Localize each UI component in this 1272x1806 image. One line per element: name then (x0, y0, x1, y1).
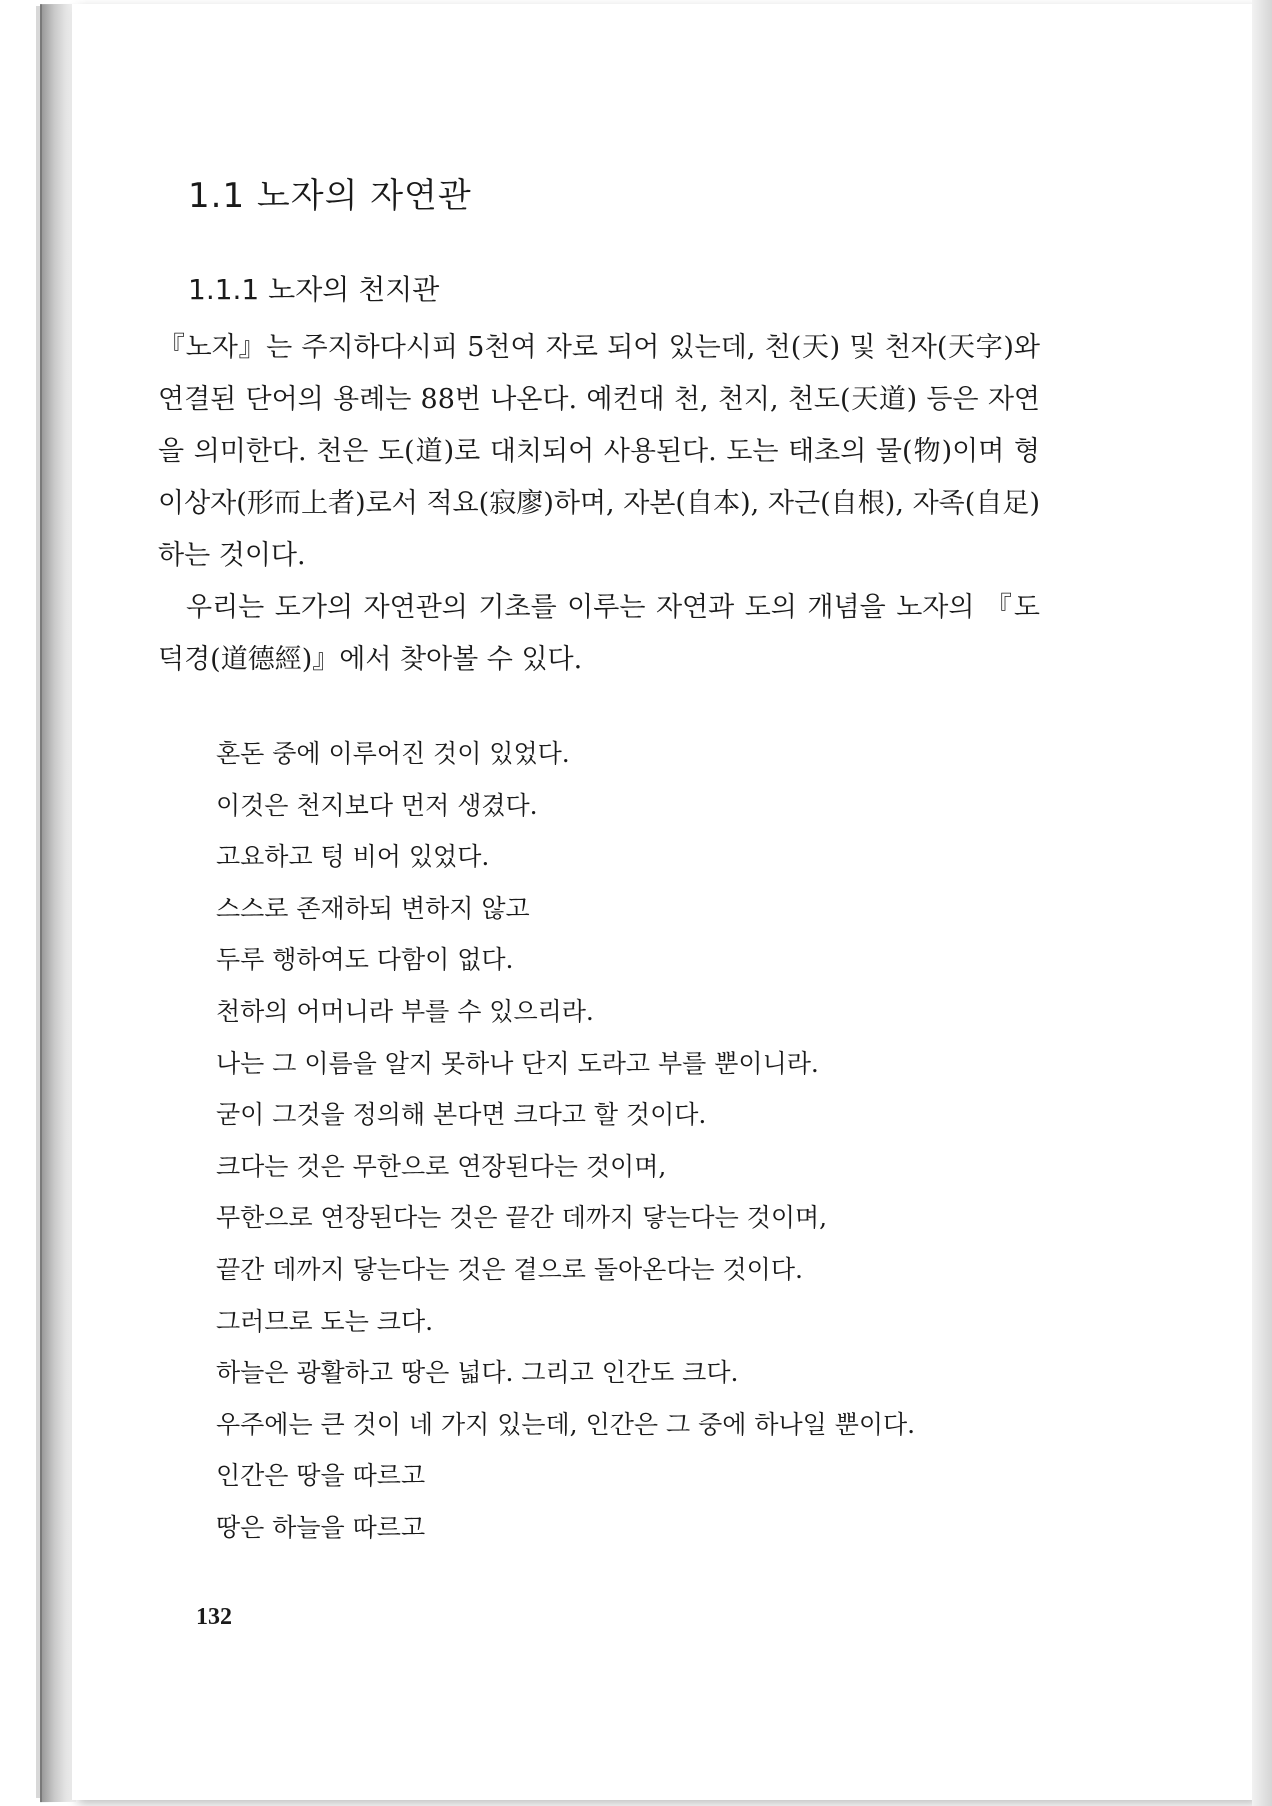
right-margin (1252, 0, 1272, 1806)
quote-line: 우주에는 큰 것이 네 가지 있는데, 인간은 그 중에 하나일 뿐이다. (216, 1409, 916, 1439)
quote-line: 천하의 어머니라 부를 수 있으리라. (216, 996, 594, 1026)
quote-line: 혼돈 중에 이루어진 것이 있었다. (216, 739, 570, 768)
quote-line: 그러므로 도는 크다. (216, 1306, 434, 1336)
quote-line: 끝간 데까지 닿는다는 것은 곁으로 돌아온다는 것이다. (216, 1254, 803, 1284)
body-text (158, 322, 1040, 686)
paragraph: 『노자』는 주지하다시피 5천여 자로 되어 있는데, 천(天) 및 천자(天字)와 연결된 단어의 용례는 88번 나온다. 예컨대 천, 천지, 천도(天道) 등은 자연을 의미한다. 천은 도(道)로 대치되어 사용된다. 도는 태초의 물(物)이며 형이상자(形而上者)로서 적요(寂廖)하며, 자본(自本), 자근(自根), 자족(自足)하는 것이다. (158, 332, 1040, 571)
quote-line: 하늘은 광활하고 땅은 넓다. 그리고 인간도 크다. (216, 1358, 739, 1388)
paragraph: 우리는 도가의 자연관의 기초를 이루는 자연과 도의 개념을 노자의 『도덕경(道德經)』에서 찾아볼 수 있다. (158, 592, 1040, 675)
quote-line: 두루 행하여도 다함이 없다. (216, 945, 514, 975)
quote-line: 무한으로 연장된다는 것은 끝간 데까지 닿는다는 것이며, (216, 1203, 828, 1233)
quote-line: 나는 그 이름을 알지 못하나 단지 도라고 부를 뿐이니라. (216, 1048, 819, 1078)
quote-line: 이것은 천지보다 먼저 생겼다. (216, 790, 538, 820)
quote-line: 굳이 그것을 정의해 본다면 크다고 할 것이다. (216, 1100, 707, 1130)
quote-line: 고요하고 텅 비어 있었다. (216, 842, 490, 872)
subsection-title: 1.1.1 노자의 천지관 (188, 273, 440, 306)
quote-line: 크다는 것은 무한으로 연장된다는 것이며, (216, 1151, 667, 1181)
quote-line: 스스로 존재하되 변하지 않고 (216, 893, 530, 923)
quotation-block (216, 728, 915, 1554)
page-number: 132 (196, 1604, 232, 1630)
quote-line: 땅은 하늘을 따르고 (216, 1512, 426, 1542)
quote-line: 인간은 땅을 따르고 (216, 1461, 426, 1491)
section-title: 1.1 노자의 자연관 (188, 176, 472, 216)
page-stack-edge (40, 4, 76, 1802)
